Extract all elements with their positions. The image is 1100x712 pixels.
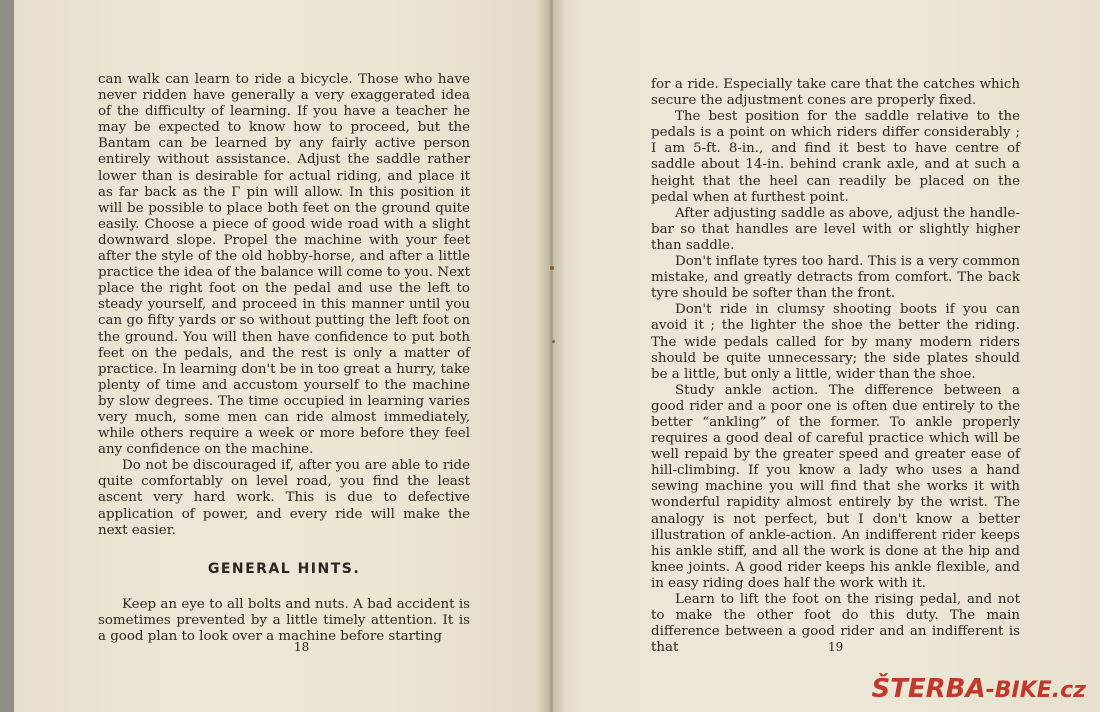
paragraph: for a ride. Especially take care that the catches which secure the adjustment cones are properly fixed. xyxy=(651,77,1020,109)
paragraph: After adjusting saddle as above, adjust the handle-bar so that handles are level with or slightly higher than saddle. xyxy=(651,205,1020,253)
paragraph: Study ankle action. The difference between a good rider and a poor one is often due entirely to the better “ankling” of the former. To ankle properly requires a good deal of careful practice which will be well repaid by the greater speed and greater ease of hill-climbing. If you know a lady who uses a hand sewing machine you will find that she works it with wonderful rapidity almost entirely by the wrist. The analogy is not perfect, but I don't know a better illustration of ankle-action. An indifferent rider keeps his ankle stiff, and all the work is done at the hip and knee joints. A good rider keeps his ankle flexible, and in easy riding does half the work with it. xyxy=(651,382,1020,591)
paragraph: Keep an eye to all bolts and nuts. A bad accident is sometimes prevented by a little timely attention. It is a good plan to look over a machine before starting xyxy=(98,596,470,644)
paper-stain xyxy=(550,266,554,270)
paragraph: can walk can learn to ride a bicycle. Those who have never ridden have generally a very exaggerated idea of the difficulty of learning. If you have a teacher he may be expected to know how to proceed, but the Bantam can be learned by any fairly active person entirely without assistance. Adjust the saddle rather lower than is desirable for actual riding, and place it as far back as the Γ pin will allow. In this position it will be possible to place both feet on the ground quite easily. Choose a piece of good wide road with a slight downward slope. Propel the machine with your feet after the style of the old hobby-horse, and after a little practice the idea of the balance will come to you. Next place the right foot on the pedal and use the left to steady yourself, and proceed in this manner until you can go fifty yards or so without putting the left foot on the ground. You will then have confidence to put both feet on the pedals, and the rest is only a matter of practice. In learning don't be in too great a hurry, take plenty of time and accustom yourself to the machine by slow degrees. The time occupied in learning varies very much, some men can ride almost immediately, while others require a week or more before they feel any confidence on the machine. xyxy=(98,72,470,458)
paragraph: Learn to lift the foot on the rising pedal, and not to make the other foot do this duty. The main difference between a good rider and an indifferent is that xyxy=(651,592,1020,656)
paragraph: Do not be discouraged if, after you are able to ride quite comfortably on level road, you find the least ascent very hard work. This is due to defective application of power, and every ride will make the next easier. xyxy=(98,458,470,538)
paragraph: Don't ride in clumsy shooting boots if you can avoid it ; the lighter the shoe the better the riding. The wide pedals called for by many modern riders should be quite unnecessary; the side plates should be a little, but only a little, wider than the shoe. xyxy=(651,302,1020,382)
paragraph: The best position for the saddle relative to the pedals is a point on which riders differ considerably ; I am 5-ft. 8-in., and find it best to have centre of saddle about 14-in. behind crank axle, and at such a height that the heel can readily be placed on the pedal when at furthest point. xyxy=(651,109,1020,205)
page-number: 19 xyxy=(828,640,844,654)
paragraph: Don't inflate tyres too hard. This is a very common mistake, and greatly detracts from comfort. The back tyre should be softer than the front. xyxy=(651,254,1020,302)
page-number: 18 xyxy=(294,640,310,654)
left-page xyxy=(14,0,550,712)
open-booklet xyxy=(14,0,1100,712)
paper-stain xyxy=(552,340,555,343)
book-gutter xyxy=(536,0,566,712)
section-heading: GENERAL HINTS. xyxy=(207,560,361,577)
left-page-text xyxy=(98,72,470,645)
right-page xyxy=(550,0,1100,712)
right-page-text xyxy=(651,77,1020,656)
watermark-logo: ŠTERBA-BIKE.cz xyxy=(871,674,1086,704)
